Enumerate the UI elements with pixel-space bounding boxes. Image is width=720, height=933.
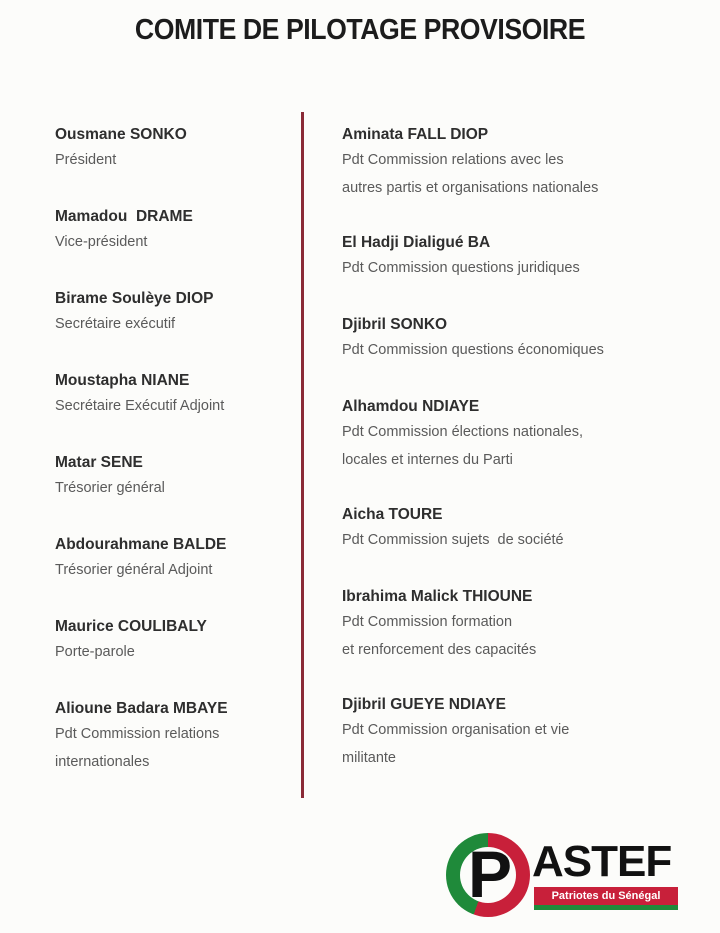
- member-entry: [55, 288, 290, 370]
- page-title: COMITE DE PILOTAGE PROVISOIRE: [134, 14, 586, 46]
- member-name: Aicha TOURE: [342, 506, 443, 523]
- member-role: locales et internes du Parti: [342, 452, 513, 468]
- column-divider: [301, 112, 304, 798]
- member-role: Secrétaire Exécutif Adjoint: [55, 398, 225, 414]
- member-entry: [342, 504, 702, 586]
- member-role: autres partis et organisations nationales: [342, 180, 599, 196]
- member-role: Président: [55, 152, 117, 168]
- member-name: Alhamdou NDIAYE: [342, 398, 480, 415]
- member-name: Ibrahima Malick THIOUNE: [342, 588, 533, 605]
- member-name: Djibril GUEYE NDIAYE: [342, 696, 506, 713]
- member-role: Pdt Commission formation: [342, 614, 513, 630]
- member-role: Vice-président: [55, 234, 148, 250]
- member-role: Trésorier général Adjoint: [55, 562, 213, 578]
- member-role: Secrétaire exécutif: [55, 316, 176, 332]
- member-entry: [342, 232, 702, 314]
- logo-letter: P: [468, 837, 513, 911]
- member-role: Trésorier général: [55, 480, 165, 496]
- member-role: Pdt Commission relations avec les: [342, 152, 564, 168]
- member-entry: [55, 616, 290, 698]
- member-name: Abdourahmane BALDE: [55, 536, 227, 553]
- member-role: internationales: [55, 754, 150, 770]
- member-name: Moustapha NIANE: [55, 372, 190, 389]
- logo-tagline: Patriotes du Sénégal: [534, 887, 678, 905]
- logo-wordmark: ASTEF: [532, 837, 672, 886]
- member-name: Matar SENE: [55, 454, 143, 471]
- pastef-logo: [446, 833, 686, 919]
- member-role: Pdt Commission relations: [55, 726, 220, 742]
- right-column: [342, 124, 702, 772]
- member-role: Pdt Commission questions juridiques: [342, 260, 580, 276]
- member-name: Djibril SONKO: [342, 316, 448, 333]
- member-name: Mamadou DRAME: [55, 208, 193, 225]
- member-entry: [55, 452, 290, 534]
- member-entry: [55, 698, 290, 780]
- member-role: Pdt Commission organisation et vie: [342, 722, 570, 738]
- member-entry: [342, 586, 702, 694]
- member-entry: [55, 206, 290, 288]
- logo-green-bar: [534, 905, 678, 910]
- member-role: et renforcement des capacités: [342, 642, 537, 658]
- member-entry: [342, 694, 702, 772]
- member-role: Pdt Commission élections nationales,: [342, 424, 583, 440]
- member-name: Birame Soulèye DIOP: [55, 290, 214, 307]
- member-name: El Hadji Dialigué BA: [342, 234, 491, 251]
- member-role: Pdt Commission questions économiques: [342, 342, 604, 358]
- left-column: [55, 124, 290, 780]
- member-entry: [342, 396, 702, 504]
- member-role: Porte-parole: [55, 644, 135, 660]
- member-name: Aminata FALL DIOP: [342, 126, 489, 143]
- member-name: Ousmane SONKO: [55, 126, 187, 143]
- member-entry: [55, 370, 290, 452]
- member-role: militante: [342, 750, 396, 766]
- member-entry: [55, 124, 290, 206]
- member-entry: [342, 314, 702, 396]
- member-name: Maurice COULIBALY: [55, 618, 207, 635]
- member-entry: [55, 534, 290, 616]
- member-role: Pdt Commission sujets de société: [342, 532, 564, 548]
- member-entry: [342, 124, 702, 232]
- member-name: Alioune Badara MBAYE: [55, 700, 228, 717]
